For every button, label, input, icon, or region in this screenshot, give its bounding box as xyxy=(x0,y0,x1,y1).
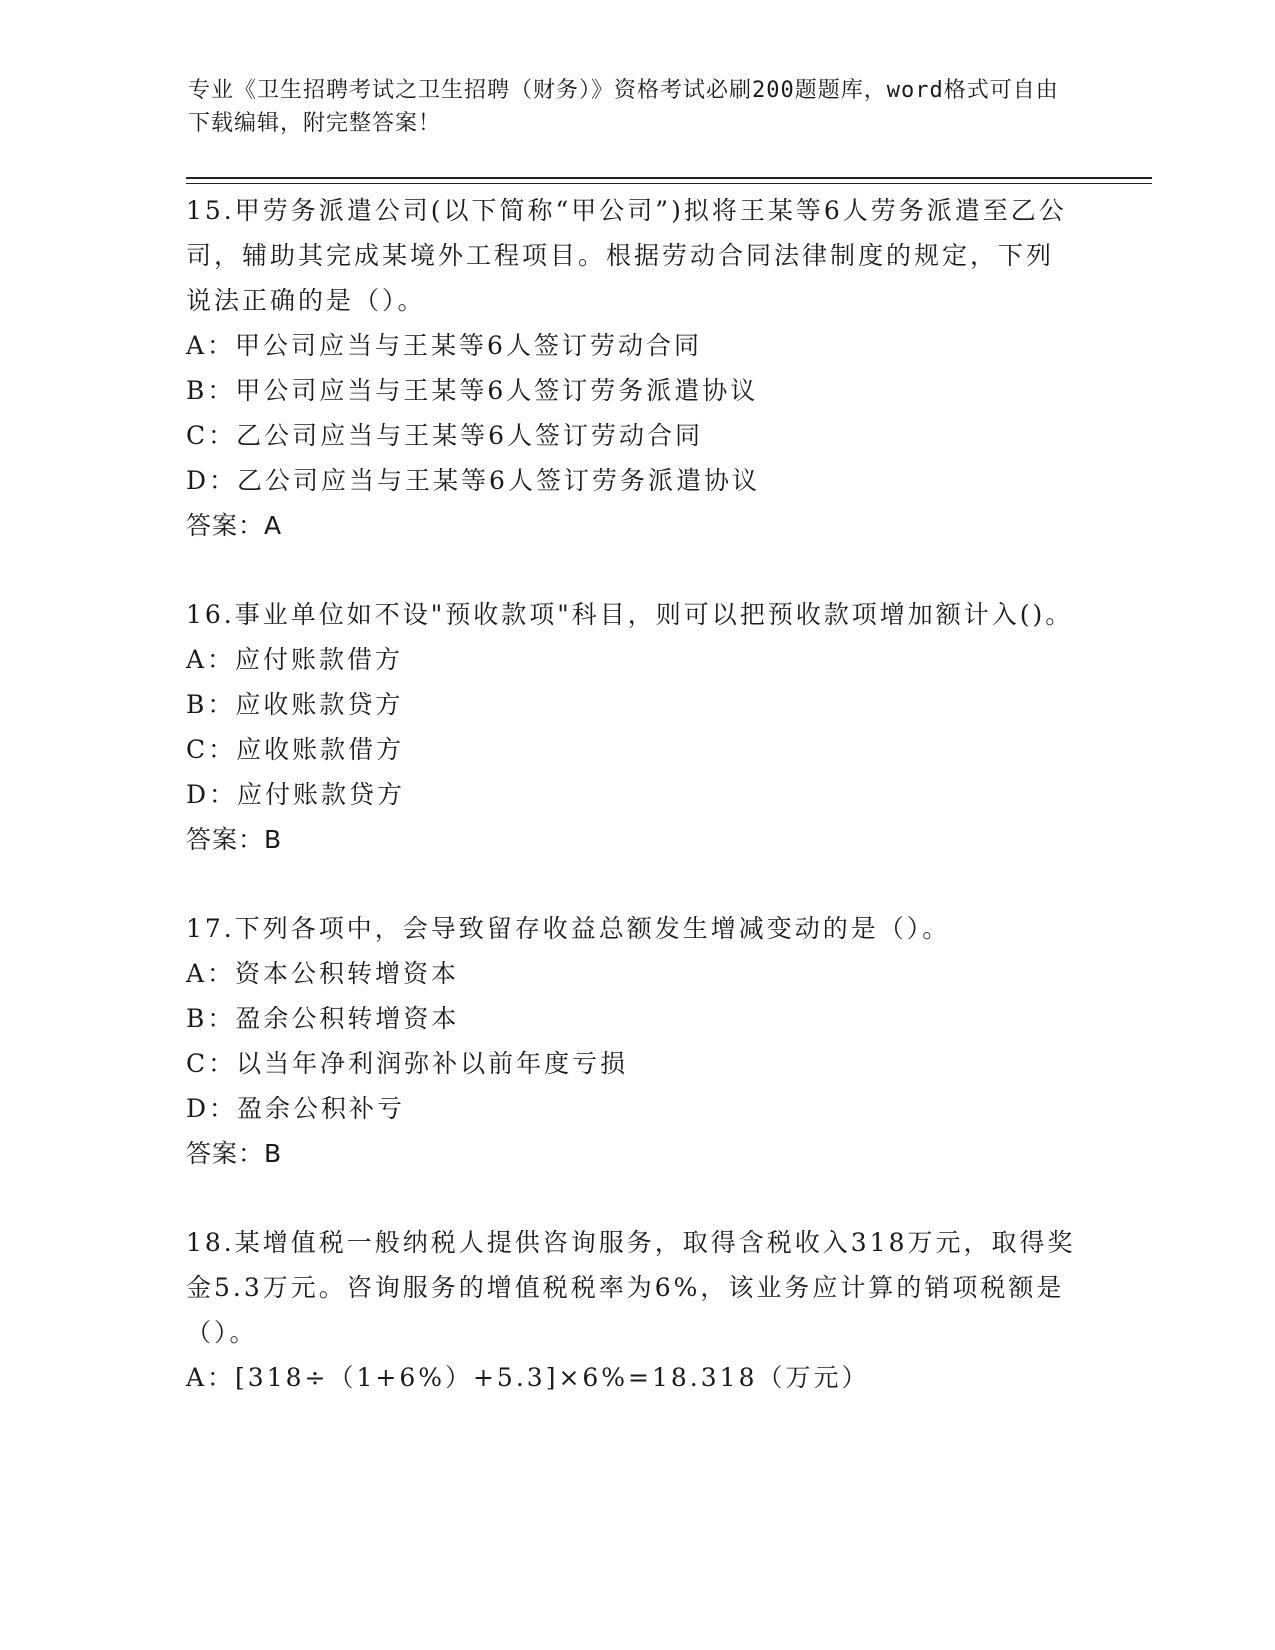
question-text: 16.事业单位如不设"预收款项"科目，则可以把预收款项增加额计入()。 xyxy=(186,600,1074,629)
option-d: D：乙公司应当与王某等6人签订劳务派遣协议 xyxy=(186,466,760,495)
answer: 答案：B xyxy=(186,1139,283,1168)
question-15 xyxy=(186,188,1076,548)
question-text: 17.下列各项中，会导致留存收益总额发生增减变动的是（）。 xyxy=(186,914,951,943)
header-rule-thick xyxy=(186,177,1152,179)
option-b: B：盈余公积转增资本 xyxy=(186,1004,460,1033)
option-c: C：以当年净利润弥补以前年度亏损 xyxy=(186,1049,629,1078)
question-18 xyxy=(186,1220,1076,1400)
option-a: A：[318÷（1+6%）+5.3]×6%=18.318（万元） xyxy=(186,1363,870,1392)
document-header xyxy=(188,74,1068,140)
option-c: C：乙公司应当与王某等6人签订劳动合同 xyxy=(186,421,704,450)
question-text: 18.某增值税一般纳税人提供咨询服务，取得含税收入318万元，取得奖金5.3万元。咨询服务的增值税税率为6%，该业务应计算的销项税额是（）。 xyxy=(186,1228,1076,1347)
answer: 答案：B xyxy=(186,825,283,854)
option-a: A：甲公司应当与王某等6人签订劳动合同 xyxy=(186,331,702,360)
option-b: B：应收账款贷方 xyxy=(186,690,404,719)
option-a: A：资本公积转增资本 xyxy=(186,959,460,988)
answer: 答案：A xyxy=(186,511,283,540)
question-16 xyxy=(186,592,1076,862)
option-a: A：应付账款借方 xyxy=(186,645,404,674)
question-17 xyxy=(186,906,1076,1176)
question-text: 15.甲劳务派遣公司(以下简称“甲公司”)拟将王某等6人劳务派遣至乙公司，辅助其完成某境外工程项目。根据劳动合同法律制度的规定，下列说法正确的是（）。 xyxy=(186,196,1067,315)
option-c: C：应收账款借方 xyxy=(186,735,405,764)
question-list xyxy=(186,188,1076,1444)
option-b: B：甲公司应当与王某等6人签订劳务派遣协议 xyxy=(186,376,759,405)
option-d: D：盈余公积补亏 xyxy=(186,1094,406,1123)
header-text: 专业《卫生招聘考试之卫生招聘（财务）》资格考试必刷200题题库，word格式可自由下载编辑，附完整答案！ xyxy=(188,78,1059,136)
header-rule-thin xyxy=(186,183,1152,184)
option-d: D：应付账款贷方 xyxy=(186,780,406,809)
